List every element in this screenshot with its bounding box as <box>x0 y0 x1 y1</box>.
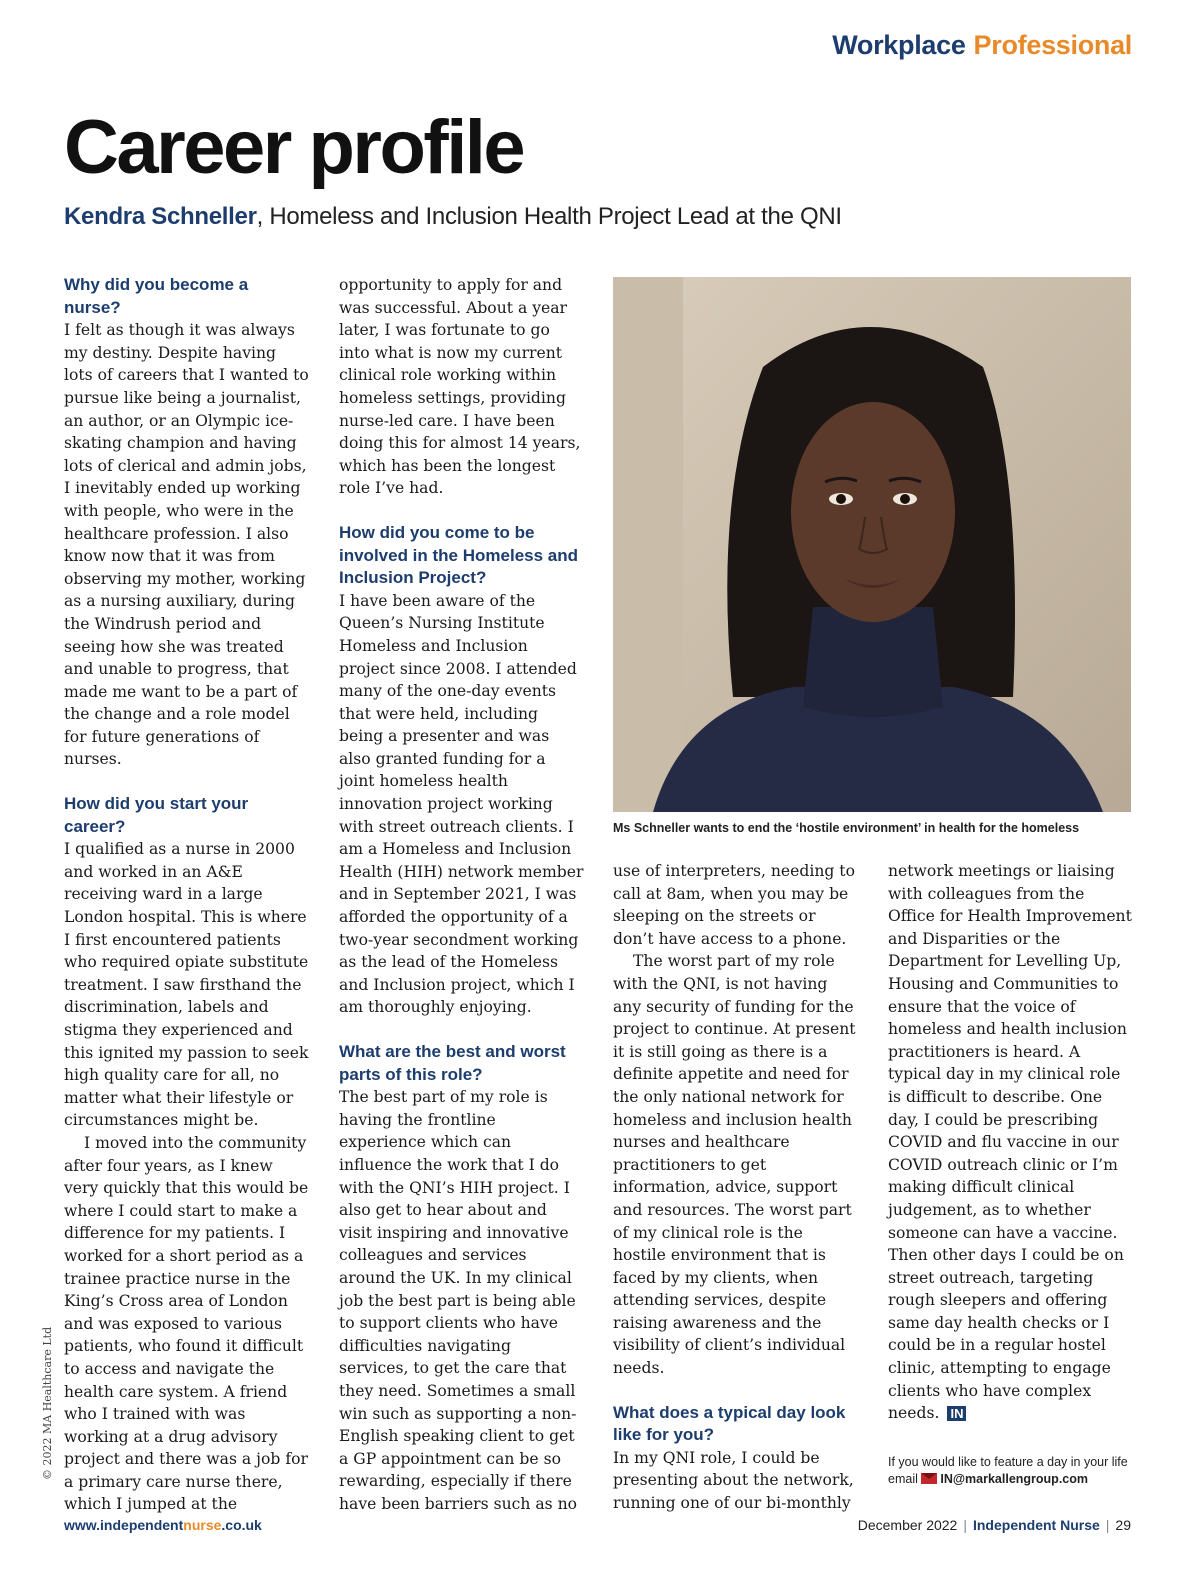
footer-magazine: Independent Nurse <box>972 1517 1100 1533</box>
section-label: Workplace <box>832 30 966 60</box>
byline-name: Kendra Schneller <box>64 203 257 230</box>
question-heading: What are the best and worst parts of this role? <box>339 1042 566 1084</box>
subsection-label: Professional <box>973 30 1132 60</box>
footer-date: December 2022 <box>857 1517 958 1533</box>
contact-line: If you would like to feature a day in your life <box>888 1455 1128 1469</box>
footer-url-part: .co.uk <box>221 1517 262 1533</box>
contact-email-link[interactable]: IN@markallengroup.com <box>940 1472 1088 1486</box>
mail-icon <box>921 1473 937 1484</box>
question-heading: Why did you become a nurse? <box>64 275 249 317</box>
column-4 <box>888 860 1133 1425</box>
answer-paragraph: I have been aware of the Queen’s Nursing Institute Homeless and Inclusion project since 2008. I attended many of the one-day events that were held, including being a presenter and was also granted funding for a joint homeless health innovation project working with street outreach clients. I am a Homeless and Inclusion Health (HIH) network member and in September 2021, I was afforded the opportunity of a two-year secondment working as the lead of the Homeless and Inclusion project, which I am thoroughly enjoying. <box>339 591 584 1017</box>
footer-url-part: www.independent <box>64 1517 184 1533</box>
answer-paragraph: The best part of my role is having the frontline experience which can influence the work that I do with the QNI’s HIH project. I also get to hear about and visit inspiring and innovative colleagues and services around the UK. In my clinical job the best part is being able to support clients who have difficulties navigating services, to get the care that they need. Sometimes a small win such as supporting a non-English speaking client to get a GP appointment can be so rewarding, especially if there have been barriers such as no <box>339 1088 578 1513</box>
photo-caption: Ms Schneller wants to end the ‘hostile environment’ in health for the homeless <box>613 821 1080 835</box>
answer-paragraph: In my QNI role, I could be presenting about the network, running one of our bi-monthly <box>613 1448 854 1513</box>
question-heading: What does a typical day look like for you? <box>613 1402 846 1445</box>
footer-issue-info: December 2022 | Independent Nurse | 29 <box>857 1517 1131 1533</box>
page-number: 29 <box>1115 1517 1131 1533</box>
byline <box>64 203 842 231</box>
page-title: Career profile <box>64 105 524 190</box>
answer-paragraph: opportunity to apply for and was successful. About a year later, I was fortunate to go into what is now my current clinical role working within homeless settings, providing nurse-led care. I have been doing this for almost 14 years, which has been the longest role I’ve had. <box>339 276 581 498</box>
footer-website-link[interactable] <box>64 1517 262 1533</box>
column-1 <box>64 274 309 1516</box>
copyright-notice: © 2022 MA Healthcare Ltd <box>41 1326 54 1480</box>
question-heading: How did you come to be involved in the Homeless and Inclusion Project? <box>339 522 579 588</box>
column-3 <box>613 860 858 1515</box>
end-mark: IN <box>947 1406 966 1421</box>
byline-role: , Homeless and Inclusion Health Project Lead at the QNI <box>256 203 842 230</box>
portrait-photo <box>613 277 1131 812</box>
answer-paragraph: I moved into the community after four years, as I knew very quickly that this would be where I could start to make a difference for my patients. I worked for a short period as a trainee practice nurse in the King’s Cross area of London and was exposed to various patients, who found it difficult to access and navigate the health care system. A friend who I trained with was working at a drug advisory project and there was a job for a primary care nurse there, which I jumped at the <box>64 1133 309 1514</box>
section-tag <box>832 30 1132 61</box>
answer-paragraph: use of interpreters, needing to call at 8am, when you may be sleeping on the streets or don’t have access to a phone. <box>613 862 855 948</box>
answer-paragraph: The worst part of my role with the QNI, is not having any security of funding for the project to continue. At present it is still going as there is a definite appetite and need for the only national network for homeless and inclusion health nurses and healthcare practitioners to get information, advice, support and resources. The worst part of my clinical role is the hostile environment that is faced by my clients, when attending services, despite raising awareness and the visibility of client’s individual needs. <box>613 952 856 1378</box>
question-heading: How did you start your career? <box>64 794 249 836</box>
contact-note <box>888 1454 1128 1488</box>
answer-paragraph: I felt as though it was always my destiny. Despite having lots of careers that I wanted to pursue like being a journalist, an author, or an Olympic ice-skating champion and having lots of clerical and admin jobs, I inevitably ended up working with people, who were in the healthcare profession. I also know now that it was from observing my mother, working as a nursing auxiliary, during the Windrush period and seeing how she was treated and unable to progress, that made me want to be a part of the change and a role model for future generations of nurses. <box>64 321 309 769</box>
answer-paragraph <box>888 860 1133 1425</box>
footer-url-part: nurse <box>183 1517 222 1533</box>
column-2 <box>339 274 584 1515</box>
contact-email-prefix: email <box>888 1472 918 1486</box>
portrait-illustration <box>613 277 1131 812</box>
answer-text: network meetings or liaising with colleagues from the Office for Health Improvement and Disparities or the Department for Levelling Up, Housing and Communities to ensure that the voice of homeless and health inclusion practitioners is heard. A typical day in my clinical role is difficult to describe. One day, I could be prescribing COVID and flu vaccine in our COVID outreach clinic or I’m making difficult clinical judgement, as to whether someone can have a vaccine. Then other days I could be on street outreach, targeting rough sleepers and offering same day health checks or I could be in a regular hostel clinic, attempting to engage clients who have complex needs. <box>888 862 1132 1423</box>
answer-paragraph: I qualified as a nurse in 2000 and worked in an A&E receiving ward in a large London hospital. This is where I first encountered patients who required opiate substitute treatment. I saw firsthand the discrimination, labels and stigma they experienced and this ignited my passion to seek high quality care for all, no matter what their lifestyle or circumstances might be. <box>64 840 309 1130</box>
